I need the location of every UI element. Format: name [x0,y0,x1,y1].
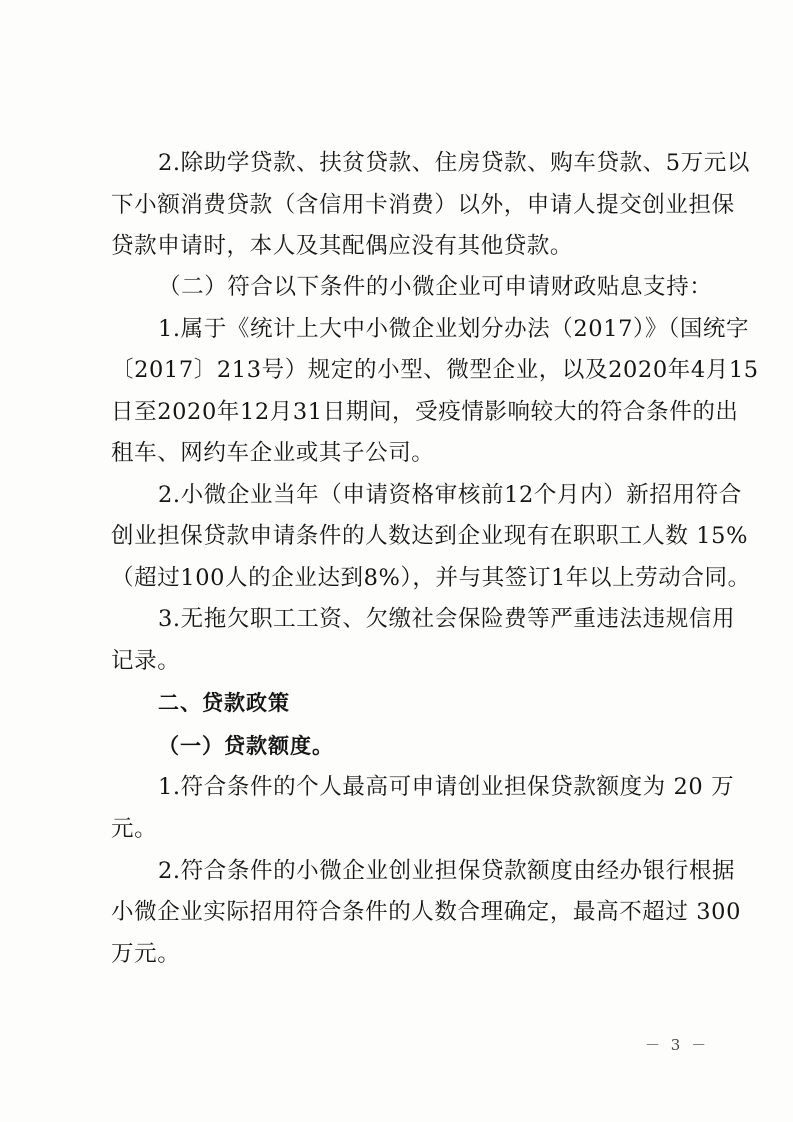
paragraph-line: 1.属于《统计上大中小微企业划分办法（2017）》（国统字 [158,316,750,342]
page-number: － 3 － [645,1036,710,1054]
paragraph-line: 小微企业实际招用符合条件的人数合理确定，最高不超过 300 [111,899,741,925]
paragraph-line: 2.符合条件的小微企业创业担保贷款额度由经办银行根据 [158,858,736,884]
section-heading: 二、贷款政策 [158,691,290,715]
paragraph-line: 租车、网约车企业或其子公司。 [111,440,435,466]
paragraph-line: 3.无拖欠职工工资、欠缴社会保险费等严重违法违规信用 [158,606,736,632]
paragraph-line: 万元。 [111,941,181,967]
paragraph-line: 2.除助学贷款、扶贫贷款、住房贷款、购车贷款、5万元以 [158,150,750,176]
section-subheading: （一）贷款额度。 [158,733,334,758]
paragraph-line: （超过100人的企业达到8%），并与其签订1年以上劳动合同。 [111,565,751,591]
paragraph-line: 记录。 [111,648,181,674]
paragraph-line: 1.符合条件的个人最高可申请创业担保贷款额度为 20 万 [158,774,735,800]
paragraph-line: 〔2017〕213号）规定的小型、微型企业，以及2020年4月15 [111,357,759,383]
section-subtitle: （二）符合以下条件的小微企业可申请财政贴息支持： [158,274,713,300]
paragraph-line: 2.小微企业当年（申请资格审核前12个月内）新招用符合 [158,482,742,508]
paragraph-line: 日至2020年12月31日期间，受疫情影响较大的符合条件的出 [111,399,739,425]
paragraph-line: 贷款申请时，本人及其配偶应没有其他贷款。 [111,233,574,259]
paragraph-line: 下小额消费贷款（含信用卡消费）以外，申请人提交创业担保 [111,192,735,218]
paragraph-line: 元。 [111,816,158,842]
paragraph-line: 创业担保贷款申请条件的人数达到企业现有在职职工人数 15% [111,523,749,549]
